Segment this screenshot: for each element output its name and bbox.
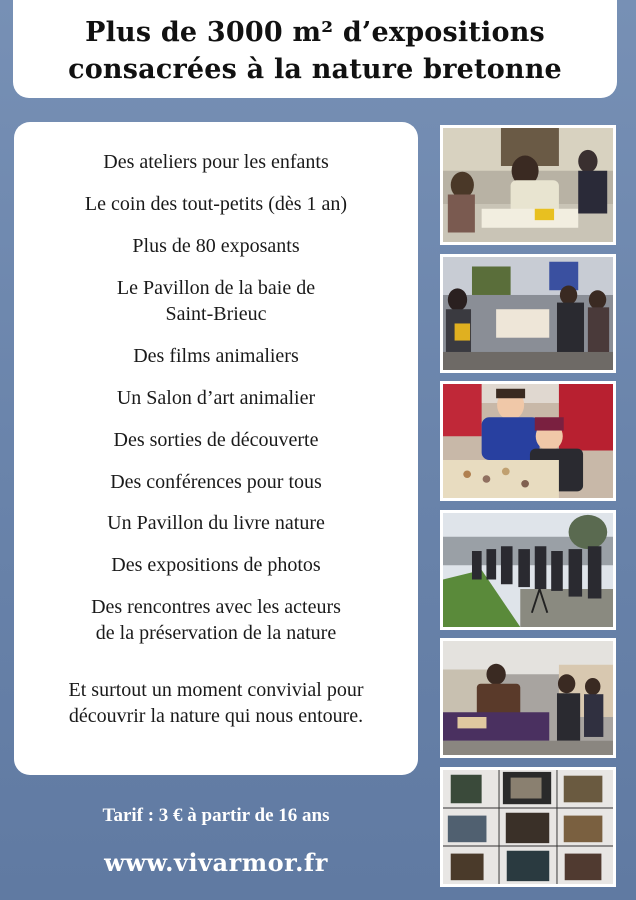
website-link[interactable]: www.vivarmor.fr: [104, 848, 328, 877]
activities-list: [14, 122, 418, 775]
list-item: Un Salon d’art animalier: [116, 387, 316, 409]
list-item: Des conférences pour tous: [110, 471, 322, 493]
list-item: Plus de 80 exposants: [132, 235, 300, 257]
header-title-line-2: consacrées à la nature bretonne: [68, 54, 562, 85]
list-item: Des sorties de découverte: [113, 429, 319, 451]
header-banner: [13, 0, 617, 98]
photo-exhibitors-hall: [440, 254, 616, 373]
photo-photo-exhibition: [440, 767, 616, 887]
header-title-line-1: Plus de 3000 m² d’expositions: [85, 17, 545, 48]
photo-stand-visitors: [440, 638, 616, 758]
photo-outdoor-outing: [440, 510, 616, 630]
list-item: Le Pavillon de la baie de Saint-Brieuc: [116, 277, 316, 325]
list-item: Des expositions de photos: [111, 554, 321, 576]
list-item: Des ateliers pour les enfants: [103, 151, 329, 173]
photo-children-minerals: [440, 381, 616, 501]
list-item: Un Pavillon du livre nature: [107, 512, 325, 534]
list-item: Des rencontres avec les acteurs de la préservation de la nature: [91, 596, 341, 644]
closing-statement: Et surtout un moment convivial pour découvrir la nature qui nous entoure.: [68, 679, 364, 727]
list-item: Des films animaliers: [133, 345, 299, 367]
list-item: Le coin des tout-petits (dès 1 an): [84, 193, 348, 215]
price-info: Tarif : 3 € à partir de 16 ans: [102, 805, 330, 826]
photo-workshop-children: [440, 125, 616, 245]
